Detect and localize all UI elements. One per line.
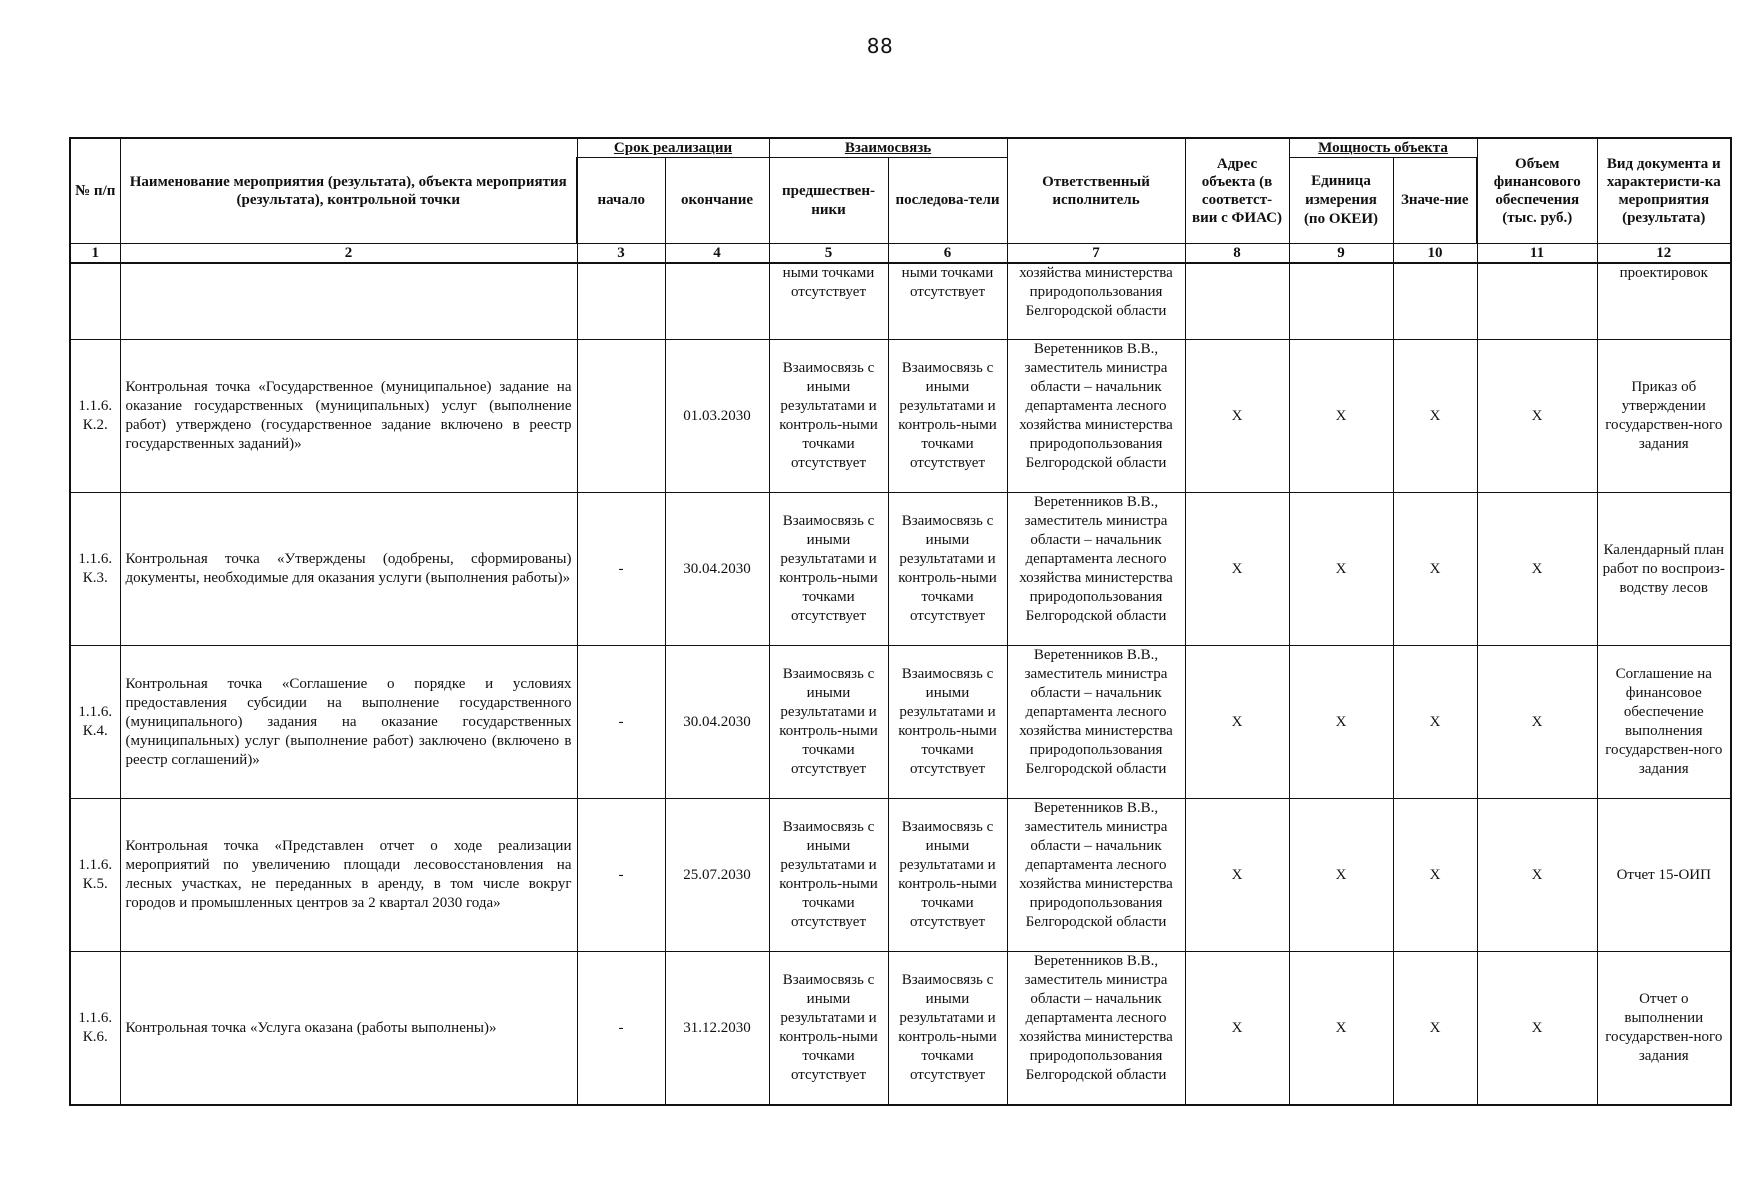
- cell-name: Контрольная точка «Представлен отчет о ходе реализации мероприятий по увеличению площади лесовосстановления на лесных участках, не переданных в аренду, в том числе вокруг городов и промышленных центров за 2 квартал 2030 года»: [120, 799, 577, 952]
- cell-start: -: [577, 646, 665, 799]
- cell-end: 30.04.2030: [665, 646, 769, 799]
- cell-id: 1.1.6. К.5.: [70, 799, 120, 952]
- cell-name: Контрольная точка «Соглашение о порядке и условиях предоставления субсидии на выполнение государственного (муниципального) задания на оказание государственных (муниципальных) услуг (выполнение работ) заключено (включено в реестр соглашений)»: [120, 646, 577, 799]
- column-number: 9: [1289, 244, 1393, 264]
- cell-value: Х: [1393, 340, 1477, 493]
- header-end: окончание: [665, 158, 769, 244]
- cell-name: Контрольная точка «Государственное (муниципальное) задание на оказание государственных (муниципальных) услуг (выполнение работ) утверждено (государственное задание включено в реестр государственных заданий)»: [120, 340, 577, 493]
- cell-document: Приказ об утверждении государствен-ного задания: [1597, 340, 1731, 493]
- cell-value: Х: [1393, 646, 1477, 799]
- header-executor: Ответственный исполнитель: [1007, 138, 1185, 244]
- column-number: 1: [70, 244, 120, 264]
- cell-start: [577, 263, 665, 340]
- cell-name: [120, 263, 577, 340]
- header-address: Адрес объекта (в соответст-вии с ФИАС): [1185, 138, 1289, 244]
- cell-document: Отчет 15-ОИП: [1597, 799, 1731, 952]
- cell-name: Контрольная точка «Услуга оказана (работы выполнены)»: [120, 952, 577, 1106]
- cell-document: проектировок: [1597, 263, 1731, 340]
- cell-address: Х: [1185, 799, 1289, 952]
- header-unit: Единица измерения (по ОКЕИ): [1289, 158, 1393, 244]
- header-start: начало: [577, 158, 665, 244]
- cell-successors: Взаимосвязь с иными результатами и контроль-ными точками отсутствует: [888, 646, 1007, 799]
- cell-document: Отчет о выполнении государствен-ного задания: [1597, 952, 1731, 1106]
- cell-id: 1.1.6. К.3.: [70, 493, 120, 646]
- cell-value: Х: [1393, 493, 1477, 646]
- column-number: 10: [1393, 244, 1477, 264]
- cell-id: [70, 263, 120, 340]
- cell-id: 1.1.6. К.2.: [70, 340, 120, 493]
- cell-address: Х: [1185, 493, 1289, 646]
- cell-address: Х: [1185, 646, 1289, 799]
- header-group-term-label: Срок реализации: [613, 140, 733, 156]
- cell-executor: хозяйства министерства природопользования Белгородской области: [1007, 263, 1185, 340]
- cell-funding: Х: [1477, 952, 1597, 1106]
- cell-start: -: [577, 952, 665, 1106]
- cell-successors: Взаимосвязь с иными результатами и контроль-ными точками отсутствует: [888, 799, 1007, 952]
- cell-predecessors: Взаимосвязь с иными результатами и контроль-ными точками отсутствует: [769, 493, 888, 646]
- plan-table: [69, 137, 1732, 1106]
- cell-document: Календарный план работ по воспроиз-водству лесов: [1597, 493, 1731, 646]
- cell-successors: Взаимосвязь с иными результатами и контроль-ными точками отсутствует: [888, 340, 1007, 493]
- cell-funding: [1477, 263, 1597, 340]
- header-group-link-label: Взаимосвязь: [844, 140, 932, 156]
- column-number: 4: [665, 244, 769, 264]
- cell-id: 1.1.6. К.4.: [70, 646, 120, 799]
- cell-successors: ными точками отсутствует: [888, 263, 1007, 340]
- cell-end: [665, 263, 769, 340]
- cell-unit: Х: [1289, 340, 1393, 493]
- header-group-link: [769, 138, 1007, 158]
- cell-end: 25.07.2030: [665, 799, 769, 952]
- cell-document: Соглашение на финансовое обеспечение выполнения государствен-ного задания: [1597, 646, 1731, 799]
- cell-value: Х: [1393, 799, 1477, 952]
- header-number: № п/п: [70, 138, 120, 244]
- header-funding: Объем финансового обеспечения (тыс. руб.): [1477, 138, 1597, 244]
- header-value: Значе-ние: [1393, 158, 1477, 244]
- cell-start: -: [577, 493, 665, 646]
- cell-successors: Взаимосвязь с иными результатами и контроль-ными точками отсутствует: [888, 952, 1007, 1106]
- cell-funding: Х: [1477, 340, 1597, 493]
- cell-address: [1185, 263, 1289, 340]
- cell-funding: Х: [1477, 646, 1597, 799]
- column-number: 3: [577, 244, 665, 264]
- column-number: 5: [769, 244, 888, 264]
- cell-unit: [1289, 263, 1393, 340]
- cell-executor: Веретенников В.В., заместитель министра области – начальник департамента лесного хозяйства министерства природопользования Белгородской области: [1007, 493, 1185, 646]
- cell-address: Х: [1185, 340, 1289, 493]
- header-name: Наименование мероприятия (результата), объекта мероприятия (результата), контрольной точки: [120, 138, 577, 244]
- cell-funding: Х: [1477, 799, 1597, 952]
- table-row: [70, 493, 1731, 646]
- page-number: 88: [866, 34, 894, 58]
- header-group-capacity-label: Мощность объекта: [1318, 140, 1448, 156]
- cell-unit: Х: [1289, 646, 1393, 799]
- table-row: [70, 952, 1731, 1106]
- continuation-row: [70, 263, 1731, 340]
- cell-predecessors: ными точками отсутствует: [769, 263, 888, 340]
- column-number: 7: [1007, 244, 1185, 264]
- table-row: [70, 340, 1731, 493]
- table-row: [70, 646, 1731, 799]
- header-group-term: [577, 138, 769, 158]
- cell-start: -: [577, 799, 665, 952]
- cell-predecessors: Взаимосвязь с иными результатами и контроль-ными точками отсутствует: [769, 799, 888, 952]
- column-number: 12: [1597, 244, 1731, 264]
- cell-successors: Взаимосвязь с иными результатами и контроль-ными точками отсутствует: [888, 493, 1007, 646]
- cell-executor: Веретенников В.В., заместитель министра области – начальник департамента лесного хозяйства министерства природопользования Белгородской области: [1007, 340, 1185, 493]
- cell-unit: Х: [1289, 952, 1393, 1106]
- cell-end: 31.12.2030: [665, 952, 769, 1106]
- cell-value: Х: [1393, 952, 1477, 1106]
- cell-executor: Веретенников В.В., заместитель министра области – начальник департамента лесного хозяйства министерства природопользования Белгородской области: [1007, 646, 1185, 799]
- header-document: Вид документа и характеристи-ка мероприятия (результата): [1597, 138, 1731, 244]
- cell-name: Контрольная точка «Утверждены (одобрены, сформированы) документы, необходимые для оказания услуги (выполнения работы)»: [120, 493, 577, 646]
- cell-value: [1393, 263, 1477, 340]
- header-predecessors: предшествен-ники: [769, 158, 888, 244]
- table-row: [70, 799, 1731, 952]
- header-successors: последова-тели: [888, 158, 1007, 244]
- cell-unit: Х: [1289, 493, 1393, 646]
- cell-end: 30.04.2030: [665, 493, 769, 646]
- cell-id: 1.1.6. К.6.: [70, 952, 120, 1106]
- cell-predecessors: Взаимосвязь с иными результатами и контроль-ными точками отсутствует: [769, 340, 888, 493]
- cell-end: 01.03.2030: [665, 340, 769, 493]
- cell-start: [577, 340, 665, 493]
- cell-executor: Веретенников В.В., заместитель министра области – начальник департамента лесного хозяйства министерства природопользования Белгородской области: [1007, 799, 1185, 952]
- column-number: 6: [888, 244, 1007, 264]
- cell-unit: Х: [1289, 799, 1393, 952]
- cell-predecessors: Взаимосвязь с иными результатами и контроль-ными точками отсутствует: [769, 646, 888, 799]
- cell-address: Х: [1185, 952, 1289, 1106]
- cell-predecessors: Взаимосвязь с иными результатами и контроль-ными точками отсутствует: [769, 952, 888, 1106]
- cell-funding: Х: [1477, 493, 1597, 646]
- column-number: 8: [1185, 244, 1289, 264]
- column-number: 2: [120, 244, 577, 264]
- column-number: 11: [1477, 244, 1597, 264]
- header-group-capacity: [1289, 138, 1477, 158]
- cell-executor: Веретенников В.В., заместитель министра области – начальник департамента лесного хозяйства министерства природопользования Белгородской области: [1007, 952, 1185, 1106]
